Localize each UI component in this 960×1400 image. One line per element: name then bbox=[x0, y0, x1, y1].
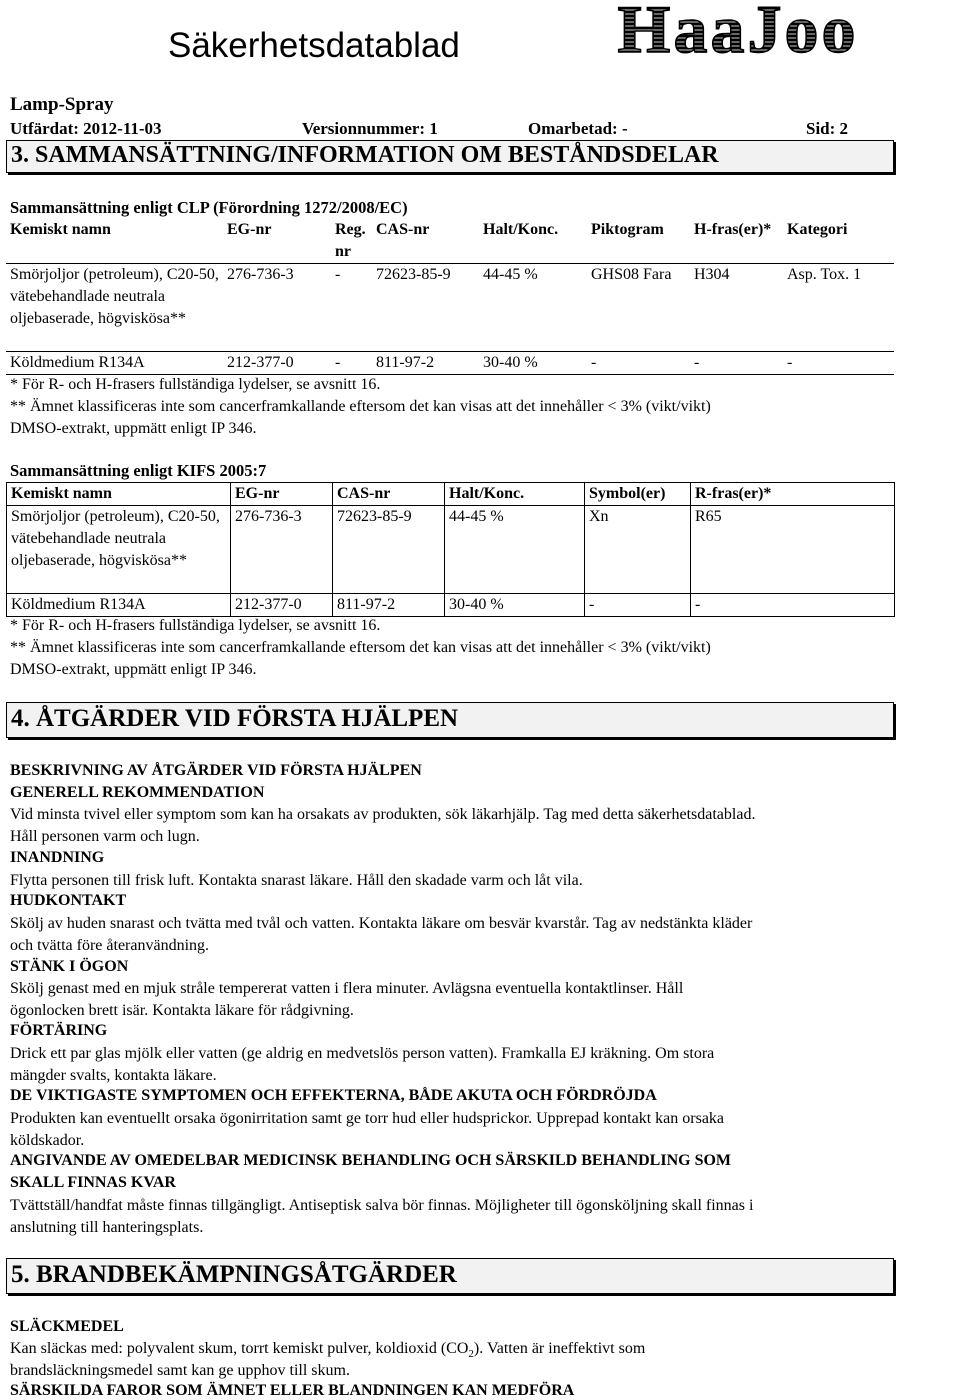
kifs-header-row bbox=[7, 483, 895, 506]
clp-cell: GHS08 Fara bbox=[587, 264, 690, 352]
clp-col-hphrases: H-fras(er)* bbox=[690, 219, 783, 264]
kifs-col-name: Kemiskt namn bbox=[7, 483, 231, 506]
medical-treatment-text-2: anslutning till hanteringsplats. bbox=[10, 1219, 204, 1236]
version-number: Versionnummer: 1 bbox=[302, 119, 438, 138]
clp-cell: - bbox=[331, 352, 372, 375]
kifs-col-conc: Halt/Konc. bbox=[445, 483, 585, 506]
clp-cell: 72623-85-9 bbox=[372, 264, 479, 352]
first-aid-description-heading: BESKRIVNING AV ÅTGÄRDER VID FÖRSTA HJÄLPEN bbox=[10, 762, 422, 779]
section-5-heading: 5. BRANDBEKÄMPNINGSÅTGÄRDER bbox=[6, 1258, 894, 1294]
clp-subtitle: Sammansättning enligt CLP (Förordning 1272/2008/EC) bbox=[10, 198, 408, 217]
symptoms-text-1: Produkten kan eventuellt orsaka ögonirritation samt ge torr hud eller hudsprickor. Upprepad kontakt kan orsaka bbox=[10, 1110, 725, 1127]
ingestion-text-2: mängder svalts, kontakta läkare. bbox=[10, 1067, 217, 1084]
general-recommendation-text-2: Håll personen varm och lugn. bbox=[10, 828, 200, 845]
clp-row-1 bbox=[6, 264, 894, 352]
eye-contact-text-2: ögonlocken brett isär. Kontakta läkare för rådgivning. bbox=[10, 1002, 354, 1019]
skin-contact-text-2: och tvätta före återanvändning. bbox=[10, 937, 210, 954]
clp-col-cas: CAS-nr bbox=[372, 219, 479, 264]
general-recommendation-text-1: Vid minsta tvivel eller symptom som kan ha orsakats av produkten, sök läkarhjälp. Tag med detta säkerhetsdatablad. bbox=[10, 806, 756, 823]
haajoo-logo bbox=[583, 0, 893, 58]
skin-contact-heading: HUDKONTAKT bbox=[10, 892, 127, 909]
medical-treatment-heading-1: ANGIVANDE AV OMEDELBAR MEDICINSK BEHANDLING OCH SÄRSKILD BEHANDLING SOM bbox=[10, 1152, 732, 1169]
product-name: Lamp-Spray bbox=[10, 94, 114, 115]
kifs-cell: 30-40 % bbox=[445, 594, 585, 617]
kifs-cell: Köldmedium R134A bbox=[7, 594, 231, 617]
kifs-col-rphrases: R-fras(er)* bbox=[691, 483, 895, 506]
clp-col-eg: EG-nr bbox=[223, 219, 331, 264]
kifs-note-2b: DMSO-extrakt, uppmätt enligt IP 346. bbox=[10, 661, 257, 678]
section-3-heading: 3. SAMMANSÄTTNING/INFORMATION OM BESTÅNDSDELAR bbox=[6, 140, 894, 173]
clp-cell: - bbox=[783, 352, 894, 375]
issued-date: Utfärdat: 2012-11-03 bbox=[10, 119, 162, 138]
kifs-cell: 72623-85-9 bbox=[333, 506, 445, 594]
inhalation-heading: INANDNING bbox=[10, 849, 105, 866]
clp-cell: 212-377-0 bbox=[223, 352, 331, 375]
ingestion-heading: FÖRTÄRING bbox=[10, 1022, 108, 1039]
clp-cell: - bbox=[690, 352, 783, 375]
clp-cell: Smörjoljor (petroleum), C20-50, vätebehandlade neutrala oljebaserade, högviskösa** bbox=[6, 264, 223, 352]
kifs-cell: - bbox=[691, 594, 895, 617]
kifs-row-2 bbox=[7, 594, 895, 617]
clp-col-pictogram: Piktogram bbox=[587, 219, 690, 264]
kifs-col-cas: CAS-nr bbox=[333, 483, 445, 506]
kifs-cell: 811-97-2 bbox=[333, 594, 445, 617]
document-title: Säkerhetsdatablad bbox=[168, 26, 460, 65]
clp-cell: Asp. Tox. 1 bbox=[783, 264, 894, 352]
symptoms-heading: DE VIKTIGASTE SYMPTOMEN OCH EFFEKTERNA, BÅDE AKUTA OCH FÖRDRÖJDA bbox=[10, 1087, 657, 1104]
inhalation-text: Flytta personen till frisk luft. Kontakta snarast läkare. Håll den skadade varm och låt vila. bbox=[10, 872, 583, 889]
kifs-note-2a: ** Ämnet klassificeras inte som cancerframkallande eftersom det kan visas att det innehåller < 3% (vikt/vikt) bbox=[10, 639, 711, 656]
kifs-cell: 276-736-3 bbox=[231, 506, 333, 594]
clp-table bbox=[6, 219, 894, 375]
special-hazards-heading: SÄRSKILDA FAROR SOM ÄMNET ELLER BLANDNINGEN KAN MEDFÖRA bbox=[10, 1382, 575, 1399]
logo-text: HaaJoo bbox=[617, 0, 859, 58]
clp-cell: - bbox=[587, 352, 690, 375]
extinguishing-media-heading: SLÄCKMEDEL bbox=[10, 1318, 124, 1335]
clp-col-category: Kategori bbox=[783, 219, 894, 264]
kifs-col-symbol: Symbol(er) bbox=[585, 483, 691, 506]
kifs-cell: Xn bbox=[585, 506, 691, 594]
clp-col-reg: Reg. nr bbox=[331, 219, 372, 264]
kifs-subtitle: Sammansättning enligt KIFS 2005:7 bbox=[10, 461, 267, 480]
extinguishing-media-text-1: Kan släckas med: polyvalent skum, torrt kemiskt pulver, koldioxid $(CO_2)$. Vatten är ineffektivt som bbox=[10, 1340, 646, 1361]
eye-contact-text-1: Skölj genast med en mjuk stråle tempererat vatten i flera minuter. Avlägsna eventuella kontaktlinser. Håll bbox=[10, 980, 684, 997]
kifs-cell: 212-377-0 bbox=[231, 594, 333, 617]
clp-note-2a: ** Ämnet klassificeras inte som cancerframkallande eftersom det kan visas att det innehåller < 3% (vikt/vikt) bbox=[10, 398, 711, 415]
kifs-cell: - bbox=[585, 594, 691, 617]
clp-header-row bbox=[6, 219, 894, 264]
clp-cell: Köldmedium R134A bbox=[6, 352, 223, 375]
medical-treatment-heading-2: SKALL FINNAS KVAR bbox=[10, 1174, 176, 1191]
general-recommendation-heading: GENERELL REKOMMENDATION bbox=[10, 784, 265, 801]
clp-row-2 bbox=[6, 352, 894, 375]
clp-cell: 44-45 % bbox=[479, 264, 587, 352]
revised-date: Omarbetad: - bbox=[528, 119, 628, 138]
clp-note-1: * För R- och H-frasers fullständiga lydelser, se avsnitt 16. bbox=[10, 376, 381, 393]
kifs-cell: Smörjoljor (petroleum), C20-50, vätebehandlade neutrala oljebaserade, högviskösa** bbox=[7, 506, 231, 594]
section-4-heading: 4. ÅTGÄRDER VID FÖRSTA HJÄLPEN bbox=[6, 702, 894, 738]
kifs-col-eg: EG-nr bbox=[231, 483, 333, 506]
clp-cell: 811-97-2 bbox=[372, 352, 479, 375]
ingestion-text-1: Drick ett par glas mjölk eller vatten (ge aldrig en medvetslös person vatten). Framkalla EJ kräkning. Om stora bbox=[10, 1045, 715, 1062]
kifs-row-1 bbox=[7, 506, 895, 594]
clp-col-name: Kemiskt namn bbox=[6, 219, 223, 264]
clp-cell: 30-40 % bbox=[479, 352, 587, 375]
eye-contact-heading: STÄNK I ÖGON bbox=[10, 958, 129, 975]
kifs-table bbox=[6, 482, 895, 617]
page-number: Sid: 2 bbox=[806, 119, 849, 138]
clp-cell: - bbox=[331, 264, 372, 352]
kifs-note-1: * För R- och H-frasers fullständiga lydelser, se avsnitt 16. bbox=[10, 617, 381, 634]
clp-col-conc: Halt/Konc. bbox=[479, 219, 587, 264]
kifs-cell: 44-45 % bbox=[445, 506, 585, 594]
kifs-cell: R65 bbox=[691, 506, 895, 594]
symptoms-text-2: köldskador. bbox=[10, 1132, 85, 1149]
clp-cell: 276-736-3 bbox=[223, 264, 331, 352]
clp-cell: H304 bbox=[690, 264, 783, 352]
clp-note-2b: DMSO-extrakt, uppmätt enligt IP 346. bbox=[10, 420, 257, 437]
medical-treatment-text-1: Tvättställ/handfat måste finnas tillgängligt. Antiseptisk salva bör finnas. Möjligheter till ögonsköljning skall finnas i bbox=[10, 1197, 754, 1214]
skin-contact-text-1: Skölj av huden snarast och tvätta med tvål och vatten. Kontakta läkare om besvär kvarstår. Tag av nedstänkta kläder bbox=[10, 915, 753, 932]
extinguishing-media-text-2: brandsläckningsmedel samt kan ge upphov till skum. bbox=[10, 1362, 350, 1379]
